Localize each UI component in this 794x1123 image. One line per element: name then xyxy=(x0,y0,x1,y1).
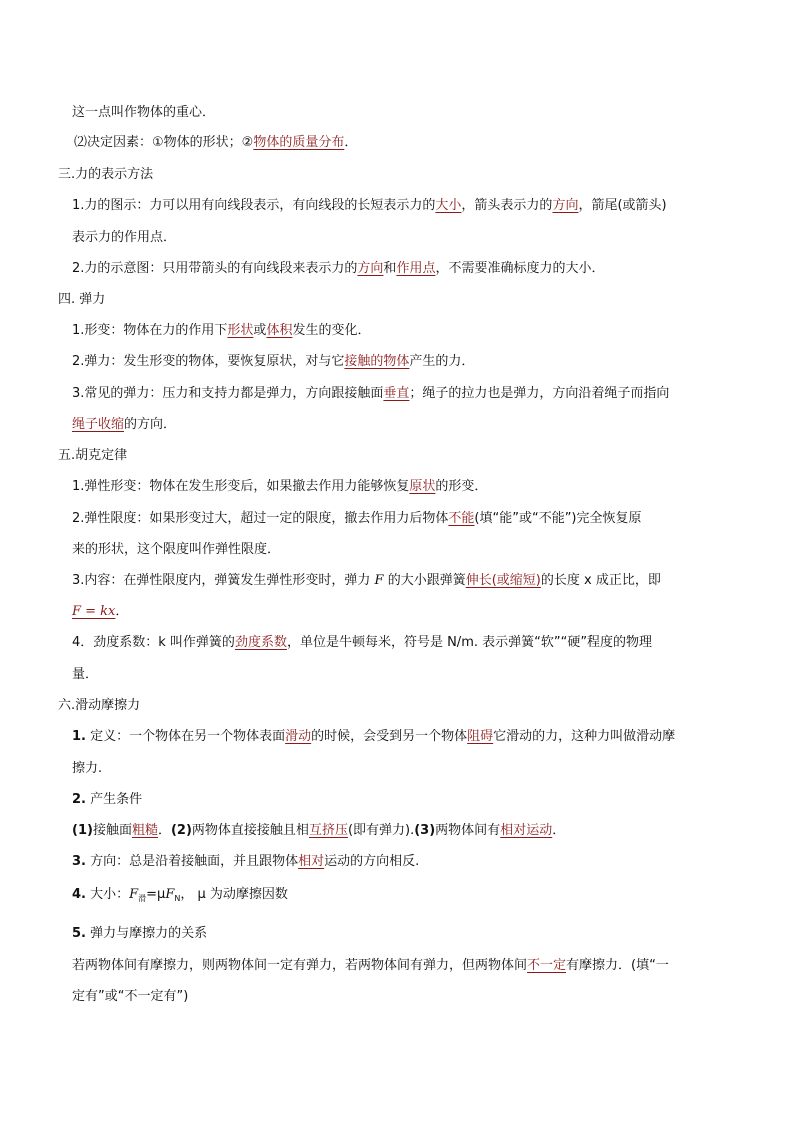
text-segment: (2) xyxy=(170,823,192,838)
text-line-force-diagram xyxy=(72,197,667,215)
answer-blank: 阻碍 xyxy=(467,729,494,744)
text-segment: 运动的方向相反. xyxy=(324,854,420,869)
text-line-decisive-factors xyxy=(74,134,357,152)
answer-blank: 绳子收缩 xyxy=(72,417,125,432)
text-line-force-diagram-cont xyxy=(72,229,176,247)
text-line-deformation xyxy=(72,322,370,340)
text-segment: 的方向． xyxy=(124,417,177,432)
text-segment: 大小： xyxy=(85,887,130,902)
text-line-conditions-list xyxy=(72,822,565,840)
text-segment: F xyxy=(129,887,139,902)
text-segment: ． xyxy=(115,604,129,619)
text-line-elastic-limit xyxy=(72,510,642,528)
answer-blank: 形状 xyxy=(227,323,254,338)
text-segment: 两物体直接接触且相 xyxy=(191,823,309,838)
text-segment: 发生的变化． xyxy=(292,323,371,338)
text-segment: 5. xyxy=(72,926,86,941)
section-heading-force-representation xyxy=(58,166,153,184)
text-segment: ⑵决定因素：①物体的形状；② xyxy=(74,135,254,150)
answer-blank: 体积 xyxy=(266,323,293,338)
answer-blank: 滑动 xyxy=(285,729,312,744)
text-line-friction-definition-cont xyxy=(72,760,102,778)
text-segment: ；绳子的拉力也是弹力，方向沿着绳子而指向 xyxy=(409,386,670,401)
text-line-friction-definition xyxy=(72,728,675,746)
text-segment: ，箭尾(或箭头) xyxy=(578,198,667,213)
section-heading-elastic-force xyxy=(58,291,105,309)
answer-blank: 相对 xyxy=(298,854,325,869)
text-segment: 产生的力． xyxy=(409,354,475,369)
answer-blank: 原状 xyxy=(409,479,436,494)
text-segment: ，单位是牛顿每米，符号是 N/m. 表示弹簧“软”“硬”程度的物理 xyxy=(286,635,653,650)
text-segment: 定有”或“不一定有”) xyxy=(72,989,189,1004)
text-segment: 六.滑动摩擦力 xyxy=(58,698,141,713)
text-segment: 1.形变：物体在力的作用下 xyxy=(72,323,228,338)
answer-blank: 劲度系数 xyxy=(234,635,287,650)
answer-blank: 垂直 xyxy=(383,386,410,401)
text-line-center-of-gravity xyxy=(72,104,215,122)
answer-blank: 接触的物体 xyxy=(344,354,410,369)
answer-blank: 不一定 xyxy=(527,958,567,973)
answer-blank: 物体的质量分布 xyxy=(253,135,345,150)
text-line-stiffness-cont xyxy=(72,666,98,684)
answer-blank: 不能 xyxy=(448,511,475,526)
answer-blank: 伸长(或缩短) xyxy=(465,573,541,588)
text-segment: 有摩擦力．(填“一 xyxy=(566,958,669,973)
text-segment: 4. xyxy=(72,887,86,902)
text-segment: 1. xyxy=(72,729,86,744)
section-heading-hookes-law xyxy=(58,447,127,465)
text-segment: 滑 xyxy=(138,894,147,903)
text-segment: ，不需要准确标度力的大小． xyxy=(435,261,605,276)
text-segment: (3) xyxy=(414,823,436,838)
text-segment: 3.内容：在弹性限度内，弹簧发生弹性形变时，弹力 xyxy=(72,573,375,588)
answer-blank: 粗糙 xyxy=(131,823,158,838)
text-segment: 来的形状，这个限度叫作弹性限度． xyxy=(72,542,281,557)
text-line-relation xyxy=(72,957,669,975)
text-segment: 2. xyxy=(72,792,86,807)
text-line-elastic-force xyxy=(72,353,474,371)
text-line-relation-cont xyxy=(72,988,188,1006)
text-segment: 的长度 x 成正比，即 xyxy=(540,573,661,588)
text-segment: 3.常见的弹力：压力和支持力都是弹力，方向跟接触面 xyxy=(72,386,384,401)
text-segment: 表示力的作用点． xyxy=(72,230,177,245)
text-line-rope-direction xyxy=(72,416,176,434)
text-line-friction-direction xyxy=(72,853,419,871)
text-segment: 它滑动的力，这种力叫做滑动摩 xyxy=(493,729,676,744)
text-segment: 2.力的示意图：只用带箭头的有向线段来表示力的 xyxy=(72,261,358,276)
section-heading-sliding-friction xyxy=(58,697,140,715)
text-line-stiffness-coefficient xyxy=(72,634,652,652)
formula-hooke xyxy=(72,603,128,621)
text-segment: 定义：一个物体在另一个物体表面 xyxy=(85,729,286,744)
text-segment: ． xyxy=(344,135,358,150)
text-segment: 2.弹性限度：如果形变过大，超过一定的限度，撤去作用力后物体 xyxy=(72,511,449,526)
text-segment: 接触面 xyxy=(92,823,132,838)
text-segment: F xyxy=(165,887,175,902)
text-segment: 1.弹性形变：物体在发生形变后，如果撤去作用力能够恢复 xyxy=(72,479,410,494)
text-segment: 2.弹力：发生形变的物体，要恢复原状，对与它 xyxy=(72,354,345,369)
text-segment: ， μ 为动摩擦因数 xyxy=(180,887,288,902)
answer-blank: F = kx xyxy=(72,604,116,619)
text-line-hooke-content xyxy=(72,572,661,590)
formula-friction-magnitude xyxy=(72,886,288,908)
text-segment: 擦力. xyxy=(72,761,103,776)
answer-blank: 大小 xyxy=(435,198,462,213)
text-segment: 的时候，会受到另一个物体 xyxy=(311,729,468,744)
text-segment: 五.胡克定律 xyxy=(58,448,128,463)
text-segment: 3. xyxy=(72,854,86,869)
text-segment: 或 xyxy=(253,323,267,338)
text-segment: ． xyxy=(552,823,566,838)
subheading-conditions xyxy=(72,791,142,809)
subheading-elastic-friction-relation xyxy=(72,925,207,943)
text-segment: ，箭头表示力的 xyxy=(461,198,553,213)
text-segment: (1) xyxy=(72,823,93,838)
text-segment: 四. 弹力 xyxy=(58,292,106,307)
text-segment: 的大小跟弹簧 xyxy=(383,573,466,588)
text-segment: 方向：总是沿着接触面，并且跟物体 xyxy=(85,854,299,869)
text-segment: 三.力的表示方法 xyxy=(58,167,154,182)
answer-blank: 作用点 xyxy=(396,261,436,276)
text-segment: (填“能”或“不能”)完全恢复原 xyxy=(474,511,642,526)
text-segment: 和 xyxy=(383,261,397,276)
text-segment: 的形变． xyxy=(435,479,488,494)
text-line-force-sketch xyxy=(72,260,604,278)
answer-blank: 相对运动 xyxy=(500,823,553,838)
answer-blank: 方向 xyxy=(357,261,384,276)
text-segment: (即有弹力). xyxy=(347,823,415,838)
text-segment: N xyxy=(174,894,181,903)
text-segment: 产生条件 xyxy=(85,792,143,807)
text-segment: 4．劲度系数：k 叫作弹簧的 xyxy=(72,635,235,650)
text-segment: 这一点叫作物体的重心． xyxy=(72,105,216,120)
text-segment: ． xyxy=(157,823,171,838)
text-segment: 若两物体间有摩擦力，则两物体间一定有弹力，若两物体间有弹力，但两物体间 xyxy=(72,958,528,973)
text-segment: 弹力与摩擦力的关系 xyxy=(85,926,208,941)
text-line-elastic-limit-cont xyxy=(72,541,280,559)
text-segment: F xyxy=(374,573,384,588)
text-segment: 1.力的图示：力可以用有向线段表示，有向线段的长短表示力的 xyxy=(72,198,436,213)
text-segment: =μ xyxy=(146,887,166,902)
text-segment: 两物体间有 xyxy=(435,823,501,838)
answer-blank: 互挤压 xyxy=(308,823,348,838)
text-segment: 量． xyxy=(72,667,99,682)
answer-blank: 方向 xyxy=(552,198,579,213)
text-line-elastic-deformation xyxy=(72,478,487,496)
text-line-common-elastic-forces xyxy=(72,385,669,403)
